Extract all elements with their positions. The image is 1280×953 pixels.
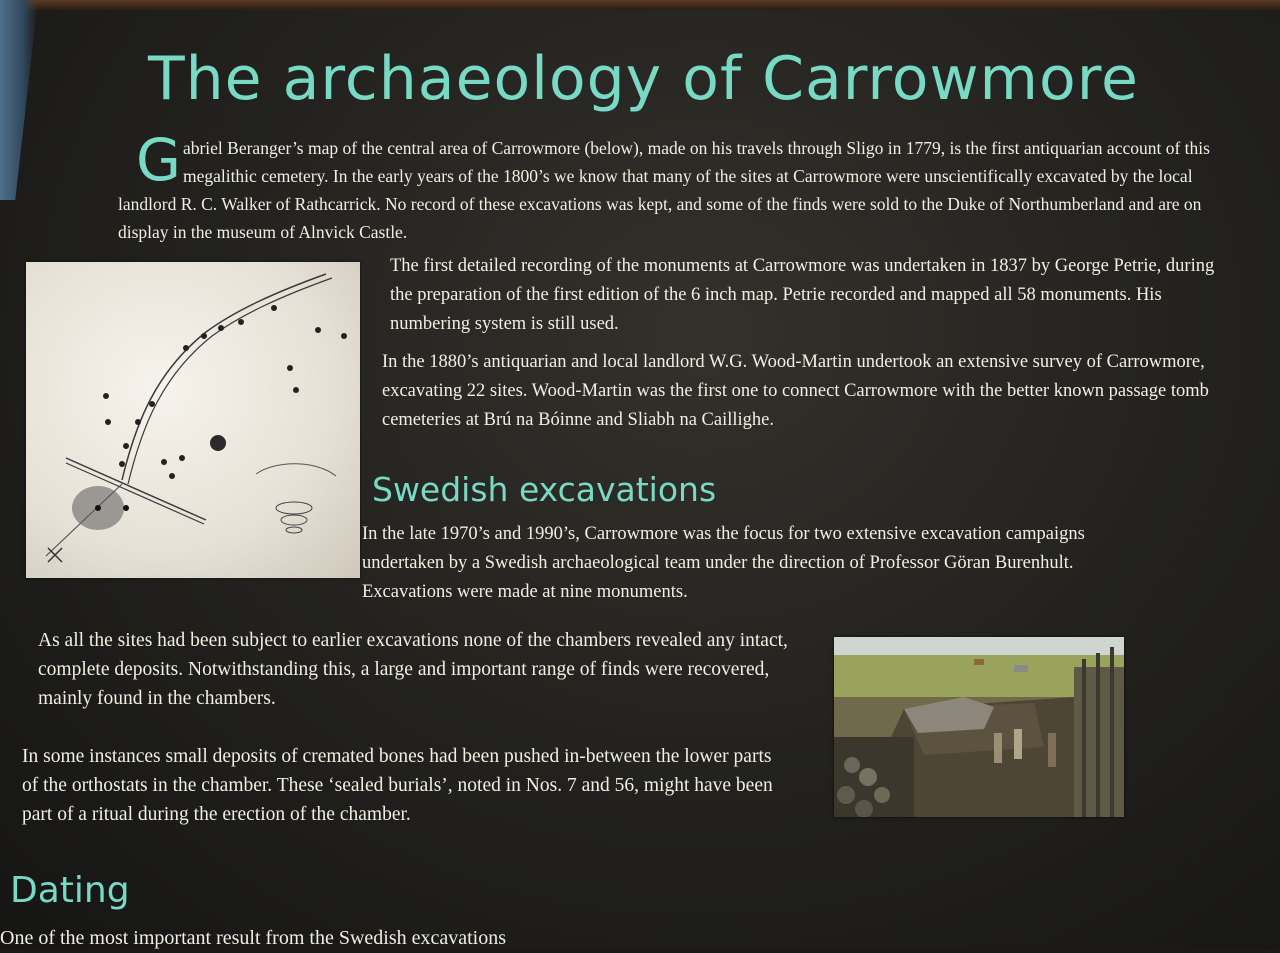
petrie-paragraph: The first detailed recording of the monuments at Carrowmore was undertaken in 1837 by George Petrie, during the preparation of the first edition of the 6 inch map. Petrie recorded and mapped all 58 monuments. His numbering system is still used.	[390, 256, 1215, 334]
beranger-map-drawing	[26, 262, 360, 578]
beranger-map-image	[26, 262, 360, 578]
wood-martin-paragraph: In the 1880’s antiquarian and local landlord W.G. Wood-Martin undertook an extensive survey of Carrowmore, excavating 22 sites. Wood-Martin was the first one to connect Carrowmore with the better known passage tomb cemeteries at Brú na Bóinne and Sliabh na Caillighe.	[382, 352, 1209, 430]
sealed-burials-paragraph: In some instances small deposits of cremated bones had been pushed in-between the lower parts of the orthostats in the chamber. These ‘sealed burials’, noted in Nos. 7 and 56, might have been part of a ritual during the erection of the chamber.	[22, 746, 773, 825]
sites-paragraph: As all the sites had been subject to earlier excavations none of the chambers revealed any intact, complete deposits. Notwithstanding this, a large and important range of finds were recovered, mainly found in the chambers.	[38, 630, 788, 709]
board-frame-top	[0, 0, 1280, 10]
drop-cap: G	[136, 126, 181, 194]
swedish-paragraph: In the late 1970’s and 1990’s, Carrowmore was the focus for two extensive excavation campaigns undertaken by a Swedish archaeological team under the direction of Professor Göran Burenhult. Excavations were made at nine monuments.	[362, 524, 1085, 602]
excavation-photo-drawing	[834, 637, 1124, 817]
intro-text: abriel Beranger’s map of the central area of Carrowmore (below), made on his travels through Sligo in 1779, is the first antiquarian account of this megalithic cemetery. In the early years of the 1800’s we know that many of the sites at Carrowmore were unscientifically excavated by the local landlord R. C. Walker of Rathcarrick. No record of these excavations was kept, and some of the finds were sold to the Duke of Northumberland and are on display in the museum of Alnvick Castle.	[118, 138, 1210, 242]
excavation-photo	[834, 637, 1124, 817]
page-title: The archaeology of Carrowmore	[148, 44, 1139, 114]
swedish-excavations-heading: Swedish excavations	[372, 470, 717, 509]
intro-paragraph	[118, 126, 1253, 246]
dating-heading: Dating	[10, 870, 130, 911]
dating-paragraph: One of the most important result from the Swedish excavations	[0, 927, 507, 949]
board-frame-left	[0, 0, 38, 200]
